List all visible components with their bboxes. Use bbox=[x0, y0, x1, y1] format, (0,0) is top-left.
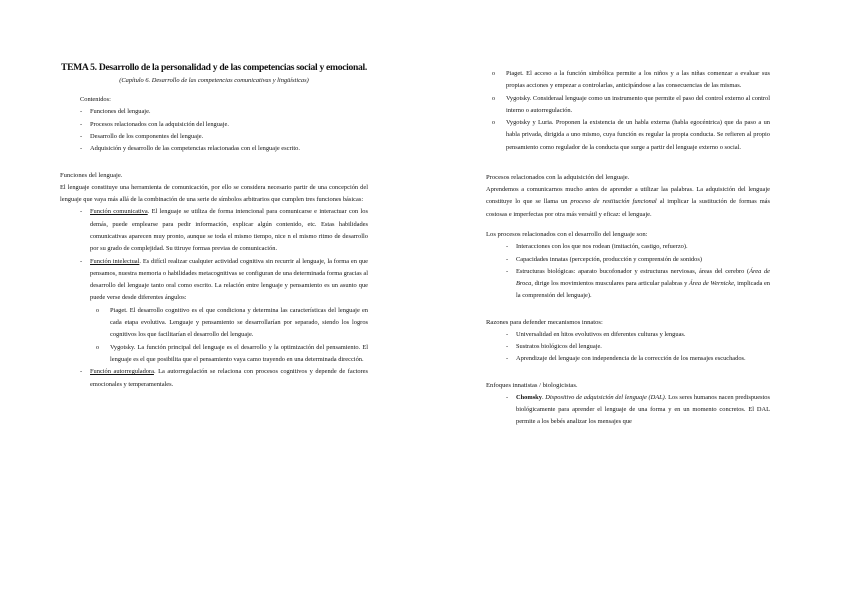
func-int-text: . Es difícil realizar cualquier actividad cognitiva sin recurrir al lenguaje, la forma en que pensamos, nuestra memoria o habilidades metacognitivas se configuran de una determinada forma gracias al desarrollo del lenguaje tanto oral como escrito. La relación entre lenguaje y pensamiento es un asunto que puede verse desde diferentes ángulos: bbox=[90, 257, 368, 302]
list-item: - Aprendizaje del lenguaje con independencia de la corrección de los mensajes escuchados. bbox=[486, 353, 770, 365]
list-item: - Interacciones con los que nos rodean (imitación, castigo, refuerzo). bbox=[486, 241, 770, 253]
procesos-paragraph bbox=[486, 184, 770, 221]
list-item: o Vygotsky y Luria. Proponen la existencia de un habla externa (habla egocéntrica) que da paso a un habla privada, dirigida a uno mismo, cuya función es regular la propia conducta. Se refieren al propio pensamiento como regulador de la conducta que surge a partir del lenguaje externo o social. bbox=[486, 117, 770, 154]
list-item bbox=[60, 256, 368, 367]
contenidos-heading: Contenidos: bbox=[80, 96, 111, 103]
list-item: - Desarrollo de los componentes del lenguaje. bbox=[60, 131, 368, 143]
page-subtitle: (Capítulo 6. Desarrollo de las competencias comunicativas y lingüísticas) bbox=[119, 77, 309, 84]
right-column bbox=[486, 68, 770, 429]
estructuras-text-3: , implicada en la comprensión del lenguaje). bbox=[516, 280, 771, 300]
list-item: - Adquisición y desarrollo de las competencias relacionadas con el lenguaje escrito. bbox=[60, 143, 368, 155]
list-item: o Piaget. El desarrollo cognitivo es el que condiciona y determina las características del lenguaje en cada etapa evolutiva. Lenguaje y pensamiento se desarrollarían por separado, siendo los logros cognitivos los que facilitarían el desarrollo del lenguaje. bbox=[90, 305, 368, 342]
razones-list bbox=[486, 329, 770, 366]
list-item: - Capacidades innatas (percepción, producción y comprensión de sonidos) bbox=[486, 254, 770, 266]
procesos-heading: Procesos relacionados con la adquisición del lenguaje. bbox=[486, 174, 630, 182]
list-item: - Procesos relacionados con la adquisición del lenguaje. bbox=[60, 119, 368, 131]
estructuras-text-2: , dirige los movimientos musculares para articular palabras y bbox=[531, 280, 689, 288]
funciones-list bbox=[60, 206, 368, 390]
autorregulacion-list bbox=[486, 68, 770, 154]
list-item: o Piaget. El acceso a la función simbólica permite a los niños y a las niñas comenzar a evaluar sus propias acciones y empezar a controlarlas, anticipándose a las consecuencias de las mismas. bbox=[486, 68, 770, 93]
func-reg-label: Función autorreguladora bbox=[90, 368, 154, 376]
list-item: - Universalidad en hitos evolutivos en diferentes culturas y lenguas. bbox=[486, 329, 770, 341]
list-item bbox=[486, 266, 770, 303]
chomsky-italic: Dispositivo de adquisición del lenguaje (DAL) bbox=[545, 393, 665, 401]
funciones-intro: El lenguaje constituye una herramienta de comunicación, por ello se considera necesario partir de una concepción del lenguaje que vaya más allá de la combinación de una serie de símbolos arbitrarios que cumplen tres funciones básicas: bbox=[60, 183, 368, 203]
func-reg-text: . La autorregulación se relaciona con procesos cognitivos y depende de factores emocionales y temperamentales. bbox=[90, 368, 369, 388]
list-item: o Vygotsky. Consideraal lenguaje como un instrumento que permite el paso del control externo al control interno o autorregulación. bbox=[486, 93, 770, 118]
list-item: - Funciones del lenguaje. bbox=[60, 106, 368, 118]
list-item bbox=[60, 366, 368, 391]
func-com-text: . El lenguaje se utiliza de forma intencional para comunicarse e interactuar con los demás, puede emplearse para pedir información, explicar algún contenido, etc. Estas habilidades comunicativas aparecen muy pronto, aunque se toda el mismo tiempo, nice n el mismo ritmo de desarrollo por su grado de complejidad. Su ttiruye formas previas de comunicación. bbox=[90, 208, 368, 253]
enfoques-heading: Enfoques innatistas / biologicistas. bbox=[486, 381, 578, 389]
procesos-text-2: al implicar la sustitución de formas más costosas e imperfectas por otra más versátil y eficaz: el lenguaje. bbox=[486, 198, 770, 218]
list-item bbox=[60, 206, 368, 255]
chomsky-text: . Los seres humanos nacen predispuestos biológicamente para aprender el lenguaje de una forma y en un momento concretos. El DAL permite a los bebés analizar los mensajes que bbox=[516, 393, 770, 426]
list-item: - Sustratos biológicos del lenguaje. bbox=[486, 341, 770, 353]
wernicke-term: Área de Wernicke bbox=[688, 280, 734, 288]
angulos-list bbox=[90, 305, 368, 366]
left-column bbox=[60, 62, 368, 391]
broca-term: Área de Broca bbox=[516, 267, 770, 288]
list-item: - Chomsky. Dispositivo de adquisición del lenguaje (DAL). Los seres humanos nacen predispuestos biológicamente para aprender el lenguaje de una forma y en un momento concretos. El DAL permite a los bebés analizar los mensajes que bbox=[486, 392, 770, 429]
procesos-italic: proceso de restitución funcional bbox=[570, 198, 657, 206]
func-com-label: Función comunicativa bbox=[90, 208, 148, 216]
funciones-heading: Funciones del lenguaje. bbox=[60, 171, 123, 179]
chomsky-label: Chomsky bbox=[516, 393, 542, 401]
relacionados-heading: Los procesos relacionados con el desarrollo del lenguaje son: bbox=[486, 231, 648, 239]
enfoques-list bbox=[486, 392, 770, 429]
razones-heading: Razones para defender mecanismos innatos: bbox=[486, 318, 603, 326]
list-item: o Vygotsky. La función principal del lenguaje es el desarrollo y la optimización del pensamiento. El lenguaje es el que posibilita que el pensamiento vaya camo trayendo en una determinada dirección. bbox=[90, 342, 368, 367]
relacionados-list bbox=[486, 241, 770, 302]
func-int-label: Función intelectual bbox=[90, 257, 140, 265]
page-title: TEMA 5. Desarrollo de la personalidad y de las competencias social y emocional. bbox=[60, 62, 368, 73]
procesos-text-1: Aprendemos a comunicarnos mucho antes de aprender a utilizar las palabras. La adquisición del lenguaje constituye lo que se llama un bbox=[486, 186, 770, 206]
contenidos-list bbox=[60, 106, 368, 155]
estructuras-text-1: Estructuras biológicas: aparato bucofonador y estructuras nerviosas, áreas del cerebro ( bbox=[516, 267, 750, 275]
